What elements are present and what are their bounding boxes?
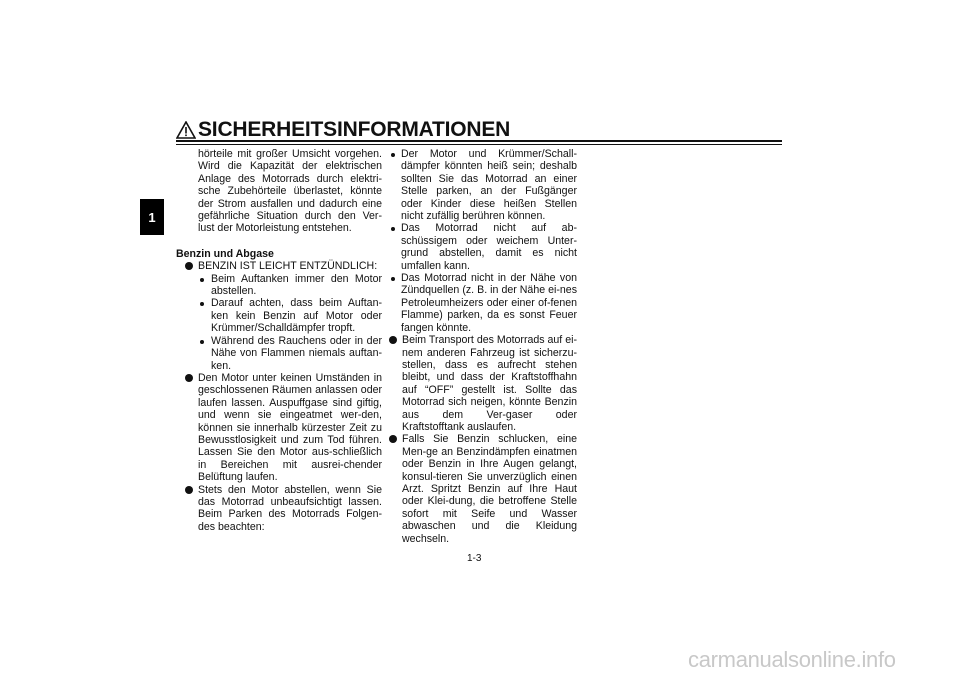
page-title: SICHERHEITSINFORMATIONEN (198, 118, 511, 141)
bullet-dot (185, 486, 193, 494)
sub-list-item-text: Beim Auftanken immer den Motor abstellen. (211, 272, 382, 298)
list-item (389, 334, 577, 433)
header-rule-thin (176, 144, 782, 145)
sub-list-item-text: Während des Rauchens oder in der Nähe von Flammen niemals auftan-ken. (211, 334, 382, 372)
bullet-dot (389, 435, 397, 443)
sub-bullet-dot (391, 277, 395, 281)
sub-bullet-dot (200, 340, 204, 344)
sub-bullet-dot (391, 227, 395, 231)
bullet-dot (185, 262, 193, 270)
sub-list-item (389, 272, 577, 334)
sub-list-item (176, 335, 382, 372)
sub-list-item (176, 297, 382, 334)
list-item (176, 484, 382, 534)
sub-list-item (176, 273, 382, 298)
sub-list-item (389, 148, 577, 222)
page-header (176, 118, 782, 142)
list-item (176, 260, 382, 272)
sub-list-item (389, 222, 577, 272)
watermark: carmanualsonline.info (688, 647, 896, 672)
section-heading: Benzin und Abgase (176, 247, 274, 260)
sub-bullet-dot (200, 302, 204, 306)
list-item-text: Stets den Motor abstellen, wenn Sie das Motorrad unbeaufsichtigt lassen. Beim Parken des Motorrads Folgen-des beachten: (198, 483, 382, 533)
list-item-text: Beim Transport des Motorrads auf ei-nem anderen Fahrzeug ist sicherzu-stellen, dass es aufrecht stehen bleibt, und dass der Kraftstoffhahn auf “OFF” gestellt ist. Sollte das Motorrad sich neigen, könnte Benzin aus dem Ver-gaser oder Kraftstofftank auslaufen. (402, 334, 577, 433)
continuation-paragraph: hörteile mit großer Umsicht vorgehen. Wird die Kapazität der elektrischen Anlage des Motorrads durch elektri-sche Zubehörteile überlastet, könnte der Strom ausfallen und dadurch eine gefährliche Situation durch den Ver-lust der Motorleistung entstehen. (198, 148, 382, 235)
warning-triangle-icon (176, 121, 196, 139)
bullet-dot (185, 374, 193, 382)
sub-bullet-dot (391, 153, 395, 157)
page-number: 1-3 (467, 553, 482, 564)
left-column (176, 148, 382, 533)
list-item-text: Falls Sie Benzin schlucken, eine Men-ge an Benzindämpfen einatmen oder Benzin in Ihre Augen gelangt, konsul-tieren Sie unverzüglich einen Arzt. Spritzt Benzin auf Ihre Haut oder Klei-dung, die betroffene Stelle sofort mit Seife und Wasser abwaschen und die Kleidung wechseln. (402, 433, 577, 545)
chapter-tab: 1 (140, 199, 164, 235)
sub-list-item-text: Das Motorrad nicht auf ab-schüssigem oder weichem Unter-grund abstellen, damit es nicht umfallen kann. (401, 222, 577, 272)
list-item (389, 433, 577, 545)
sub-bullet-dot (200, 278, 204, 282)
list-item (176, 372, 382, 484)
bullet-dot (389, 336, 397, 344)
sub-list-item-text: Darauf achten, dass beim Auftan-ken kein Benzin auf Motor oder Krümmer/Schalldämpfer tropft. (211, 297, 382, 335)
header-rule-thick (176, 140, 782, 142)
sub-list-item-text: Das Motorrad nicht in der Nähe von Zündquellen (z. B. in der Nähe ei-nes Petroleumheizers oder einer of-fenen Flamme) parken, da es sonst Feuer fangen könnte. (401, 272, 577, 334)
list-item-text: Den Motor unter keinen Umständen in geschlossenen Räumen anlassen oder laufen lassen. Auspuffgase sind giftig, und wenn sie eingeatmet wer-den, können sie innerhalb kürzester Zeit zu Bewusstlosigkeit und zum Tod führen. Lassen Sie den Motor aus-schließlich in Bereichen mit ausrei-chender Belüftung laufen. (198, 371, 382, 484)
sub-list-item-text: Der Motor und Krümmer/Schall-dämpfer könnten heiß sein; deshalb sollten Sie das Motorrad an einer Stelle parken, an der Fußgänger oder Kinder diese heißen Stellen nicht zufällig berühren können. (401, 148, 577, 223)
right-column (389, 148, 577, 545)
list-item-text: BENZIN IST LEICHT ENTZÜNDLICH: (198, 260, 378, 273)
